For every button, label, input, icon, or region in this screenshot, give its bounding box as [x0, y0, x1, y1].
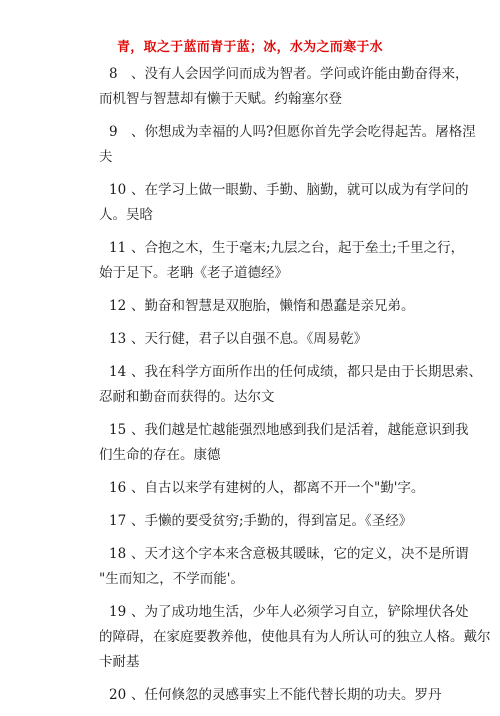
quote-continuation-line: [99, 567, 439, 592]
quote-first-line: [99, 600, 469, 625]
quote-text: 、天才这个字本来含意极其暖昧，它的定义，决不是所谓: [131, 546, 469, 562]
quote-first-line: [99, 418, 469, 443]
quote-continuation-line: [99, 87, 439, 112]
page-header-title: 青，取之于蓝而青于蓝；冰，水为之而寒于水: [116, 40, 383, 55]
quote-item: [99, 542, 469, 592]
quote-number: 10: [109, 182, 127, 198]
quote-continuation-line: [99, 625, 491, 650]
quote-number: 8: [109, 66, 118, 82]
quote-first-line: [99, 327, 439, 352]
quote-text: 、没有人会因学问而成为智者。学问或许能由勤奋得来，: [131, 66, 469, 82]
quote-text: 夫: [99, 149, 113, 165]
quote-first-line: [99, 62, 469, 87]
quote-continuation-line: [99, 261, 439, 286]
quote-text: 忍耐和勤奋而获得的。达尔文: [99, 389, 275, 405]
quote-text: 、我们越是忙越能强烈地感到我们是活着，越能意识到我: [131, 422, 469, 438]
quote-continuation-line: [99, 145, 439, 170]
quote-continuation-line: [99, 443, 439, 468]
quote-item: [99, 600, 491, 675]
quote-text: 、合抱之木，生于毫末;九层之台，起于垒土;千里之行，: [131, 240, 465, 256]
quote-item: [99, 418, 469, 468]
quote-item: [99, 62, 469, 112]
quote-item: [99, 236, 465, 286]
quote-item: [99, 120, 476, 170]
quote-text: 、天行健，君子以自强不息。《周易乾》: [131, 331, 368, 347]
quote-number: 14: [109, 364, 127, 380]
quote-number: 9: [109, 124, 118, 140]
quote-item: [99, 294, 439, 319]
quote-first-line: [99, 294, 439, 319]
quote-first-line: [99, 178, 469, 203]
quote-continuation-line: [99, 203, 439, 228]
quote-text: 、任何倏忽的灵感事实上不能代替长期的功夫。罗丹: [131, 687, 442, 703]
quote-text: 的障碍，在家庭要教养他，使他具有为人所认可的独立人格。戴尔: [99, 629, 491, 645]
quote-continuation-line: [99, 385, 439, 410]
quote-text: 、我在科学方面所作出的任何成绩，都只是由于长期思索、: [131, 364, 482, 380]
quote-item: [99, 327, 439, 352]
quote-first-line: [99, 683, 442, 708]
quote-first-line: [99, 542, 469, 567]
quote-text: 而机智与智慧却有懒于天赋。约翰塞尔登: [99, 91, 342, 107]
quote-number: 20: [109, 687, 127, 703]
quote-item: [99, 476, 439, 501]
quote-first-line: [99, 236, 465, 261]
quote-text: 人。吴晗: [99, 207, 153, 223]
quote-text: 、你想成为幸福的人吗?但愿你首先学会吃得起苦。屠格涅: [131, 124, 476, 140]
quote-number: 11: [109, 240, 127, 256]
quote-text: "生而知之，不学而能'。: [99, 571, 244, 587]
quote-text: 始于足下。老聃《老子道德经》: [99, 265, 288, 281]
quote-item: [99, 178, 469, 228]
quote-list: [99, 62, 491, 716]
quote-text: 们生命的存在。康德: [99, 447, 221, 463]
quote-text: 、在学习上做一眼勤、手勤、脑勤，就可以成为有学问的: [131, 182, 469, 198]
quote-number: 12: [109, 298, 127, 314]
quote-item: [99, 509, 439, 534]
quote-number: 13: [109, 331, 127, 347]
quote-first-line: [99, 509, 439, 534]
quote-first-line: [99, 476, 439, 501]
quote-number: 15: [109, 422, 127, 438]
quote-continuation-line: [99, 650, 439, 675]
quote-text: 卡耐基: [99, 654, 140, 670]
quote-item: [99, 360, 482, 410]
quote-text: 、自古以来学有建树的人，都离不开一个"勤'字。: [131, 480, 425, 496]
quote-text: 、勤奋和智慧是双胞胎，懒惰和愚蠢是亲兄弟。: [131, 298, 415, 314]
quote-number: 17: [109, 513, 127, 529]
quote-first-line: [99, 360, 482, 385]
quote-text: 、为了成功地生活，少年人必须学习自立，铲除埋伏各处: [131, 604, 469, 620]
quote-item: [99, 683, 442, 708]
quote-number: 18: [109, 546, 127, 562]
quote-first-line: [99, 120, 476, 145]
quote-number: 19: [109, 604, 127, 620]
quote-text: 、手懒的要受贫穷;手勤的，得到富足。《圣经》: [131, 513, 413, 529]
quote-number: 16: [109, 480, 127, 496]
